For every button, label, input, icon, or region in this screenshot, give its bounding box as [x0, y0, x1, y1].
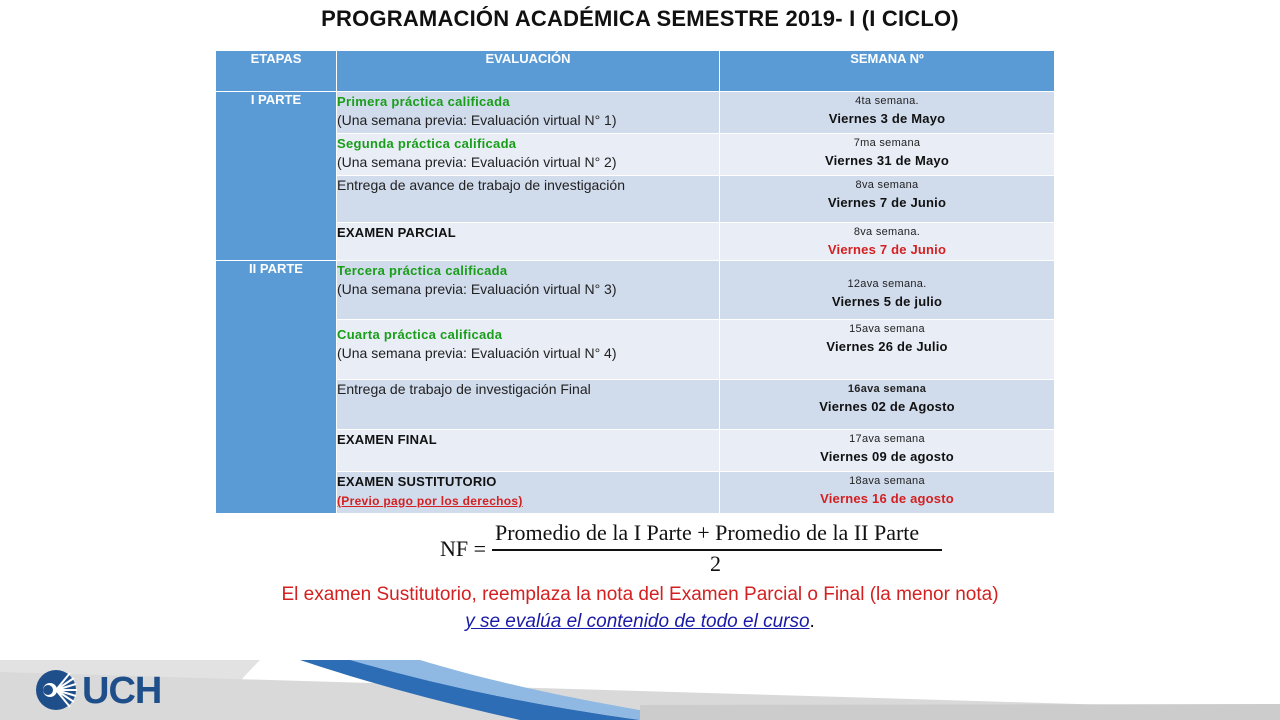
table-header-row	[216, 51, 1055, 92]
footer-swoosh	[0, 660, 1280, 720]
note-period: .	[809, 611, 815, 632]
week-date: Viernes 3 de Mayo	[828, 111, 946, 126]
table-row	[216, 430, 1055, 472]
evaluation-cell	[337, 176, 720, 223]
evaluation-cell	[337, 472, 720, 514]
header-semana: SEMANA Nº	[720, 51, 1055, 92]
evaluation-note: (Una semana previa: Evaluación virtual N° 3)	[337, 281, 617, 297]
week-date: Viernes 31 de Mayo	[824, 153, 950, 168]
note-link[interactable]: y se evalúa el contenido de todo el curso	[465, 611, 810, 632]
evaluation-note: (Una semana previa: Evaluación virtual N° 4)	[337, 345, 617, 361]
evaluation-title: Entrega de trabajo de investigación Final	[337, 381, 591, 397]
table-row	[216, 320, 1055, 380]
evaluation-cell	[337, 430, 720, 472]
note-text	[0, 581, 1280, 635]
evaluation-cell	[337, 380, 720, 430]
table-row	[216, 223, 1055, 261]
evaluation-cell	[337, 223, 720, 261]
evaluation-cell	[337, 92, 720, 134]
evaluation-title: Cuarta práctica calificada	[337, 327, 503, 342]
week-cell	[720, 134, 1055, 176]
week-cell	[720, 176, 1055, 223]
formula-lhs: NF =	[440, 536, 487, 561]
week-date: Viernes 09 de agosto	[820, 449, 954, 464]
evaluation-title: Segunda práctica calificada	[337, 136, 517, 151]
evaluation-cell	[337, 261, 720, 320]
week-number: 16ava semana	[847, 383, 927, 395]
uch-logo-text: UCH	[82, 670, 162, 712]
header-evaluacion: EVALUACIÓN	[337, 51, 720, 92]
week-cell	[720, 320, 1055, 380]
week-number: 4ta semana.	[855, 95, 919, 107]
evaluation-title: Entrega de avance de trabajo de investigación	[337, 177, 625, 193]
week-number: 15ava semana	[849, 323, 925, 335]
week-date: Viernes 02 de Agosto	[819, 399, 955, 414]
page-title: PROGRAMACIÓN ACADÉMICA SEMESTRE 2019- I (I CICLO)	[321, 6, 959, 31]
week-cell	[720, 380, 1055, 430]
week-number: 8va semana.	[853, 226, 921, 238]
schedule-table	[215, 50, 1055, 514]
week-cell	[720, 472, 1055, 514]
table-row	[216, 176, 1055, 223]
stage-ii-parte: II PARTE	[216, 261, 337, 514]
week-date: Viernes 16 de agosto	[820, 491, 954, 506]
header-etapas: ETAPAS	[216, 51, 337, 92]
week-cell	[720, 92, 1055, 134]
week-date: Viernes 5 de julio	[831, 294, 943, 309]
week-cell	[720, 261, 1055, 320]
table-row	[216, 472, 1055, 514]
formula-denominator: 2	[710, 551, 721, 576]
week-date: Viernes 7 de Junio	[827, 242, 947, 257]
table-row	[216, 92, 1055, 134]
table-row	[216, 261, 1055, 320]
evaluation-note: (Una semana previa: Evaluación virtual N° 2)	[337, 154, 617, 170]
week-date: Viernes 7 de Junio	[827, 195, 947, 210]
table-row	[216, 134, 1055, 176]
formula-numerator: Promedio de la I Parte + Promedio de la II Parte	[495, 520, 920, 545]
week-cell	[720, 223, 1055, 261]
evaluation-note: (Previo pago por los derechos)	[337, 494, 523, 508]
note-line-2	[0, 608, 1280, 635]
week-cell	[720, 430, 1055, 472]
week-date: Viernes 26 de Julio	[826, 339, 948, 354]
evaluation-title: Tercera práctica calificada	[337, 263, 508, 278]
evaluation-title: Primera práctica calificada	[337, 94, 510, 109]
evaluation-title: EXAMEN SUSTITUTORIO	[337, 474, 497, 489]
week-number: 8va semana	[855, 179, 919, 191]
evaluation-note: (Una semana previa: Evaluación virtual N° 1)	[337, 112, 617, 128]
week-number: 12ava semana.	[847, 278, 927, 290]
grade-formula	[440, 520, 960, 576]
evaluation-cell	[337, 320, 720, 380]
week-number: 7ma semana	[853, 137, 921, 149]
note-line-1: El examen Sustitutorio, reemplaza la nota del Examen Parcial o Final (la menor nota)	[281, 584, 999, 605]
stage-i-parte: I PARTE	[216, 92, 337, 261]
uch-logo-icon	[34, 668, 78, 712]
week-number: 17ava semana	[849, 433, 925, 445]
evaluation-title: EXAMEN PARCIAL	[337, 225, 456, 240]
week-number: 18ava semana	[849, 475, 925, 487]
evaluation-title: EXAMEN FINAL	[337, 432, 437, 447]
evaluation-cell	[337, 134, 720, 176]
table-row	[216, 380, 1055, 430]
